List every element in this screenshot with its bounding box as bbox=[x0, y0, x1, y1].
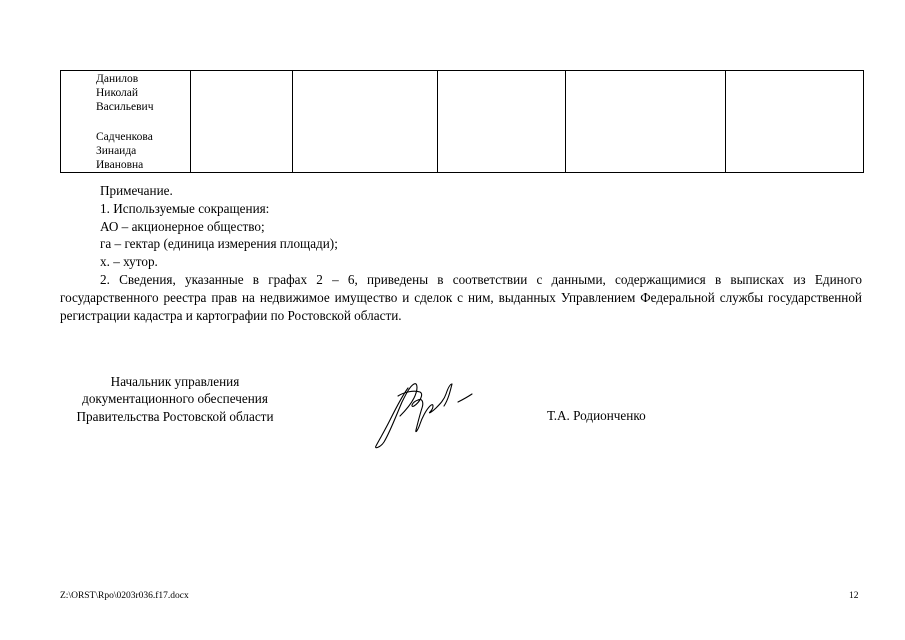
notes-section bbox=[60, 182, 862, 324]
table-cell bbox=[191, 71, 293, 173]
table-cell bbox=[293, 71, 438, 173]
abbreviation-ga: га – гектар (единица измерения площади); bbox=[100, 236, 338, 252]
page-number: 12 bbox=[849, 591, 859, 601]
owner-patronymic: Ивановна bbox=[96, 159, 144, 172]
owner-first-name: Зинаида bbox=[96, 144, 137, 157]
handwritten-signature bbox=[368, 372, 478, 452]
file-path: Z:\ORST\Rpo\0203r036.f17.docx bbox=[60, 591, 189, 601]
owner-surname: Садченкова bbox=[96, 130, 153, 143]
position-line: Правительства Ростовской области bbox=[76, 408, 274, 424]
owner-patronymic: Васильевич bbox=[96, 101, 154, 114]
notes-item-2: 2. Сведения, указанные в графах 2 – 6, приведены в соответствии с данными, содержащимися в выписках из Единого государственного реестра прав на недвижимое имущество и сделок с ним, выданных Управлением Федеральной службы государственной регистрации кадастра и картографии по Ростовской области. bbox=[60, 271, 862, 323]
owner-surname: Данилов bbox=[96, 73, 139, 85]
owner-names-cell bbox=[61, 71, 191, 173]
position-line: Начальник управления bbox=[110, 374, 240, 389]
owners-table bbox=[60, 70, 864, 173]
owner-name bbox=[96, 130, 190, 173]
position-line: документационного обеспечения bbox=[82, 391, 268, 407]
signatory-name: Т.А. Родионченко bbox=[547, 408, 646, 423]
table-row bbox=[61, 71, 864, 173]
owner-name bbox=[96, 72, 190, 115]
notes-title: Примечание. bbox=[100, 183, 173, 198]
table-cell bbox=[566, 71, 726, 173]
signatory-position bbox=[62, 373, 288, 425]
abbreviation-ao: АО – акционерное общество; bbox=[100, 218, 265, 234]
abbreviation-kh: х. – хутор. bbox=[100, 254, 158, 270]
notes-item-1: 1. Используемые сокращения: bbox=[100, 200, 270, 216]
table-cell bbox=[438, 71, 566, 173]
owner-first-name: Николай bbox=[96, 87, 139, 100]
table-cell bbox=[726, 71, 864, 173]
